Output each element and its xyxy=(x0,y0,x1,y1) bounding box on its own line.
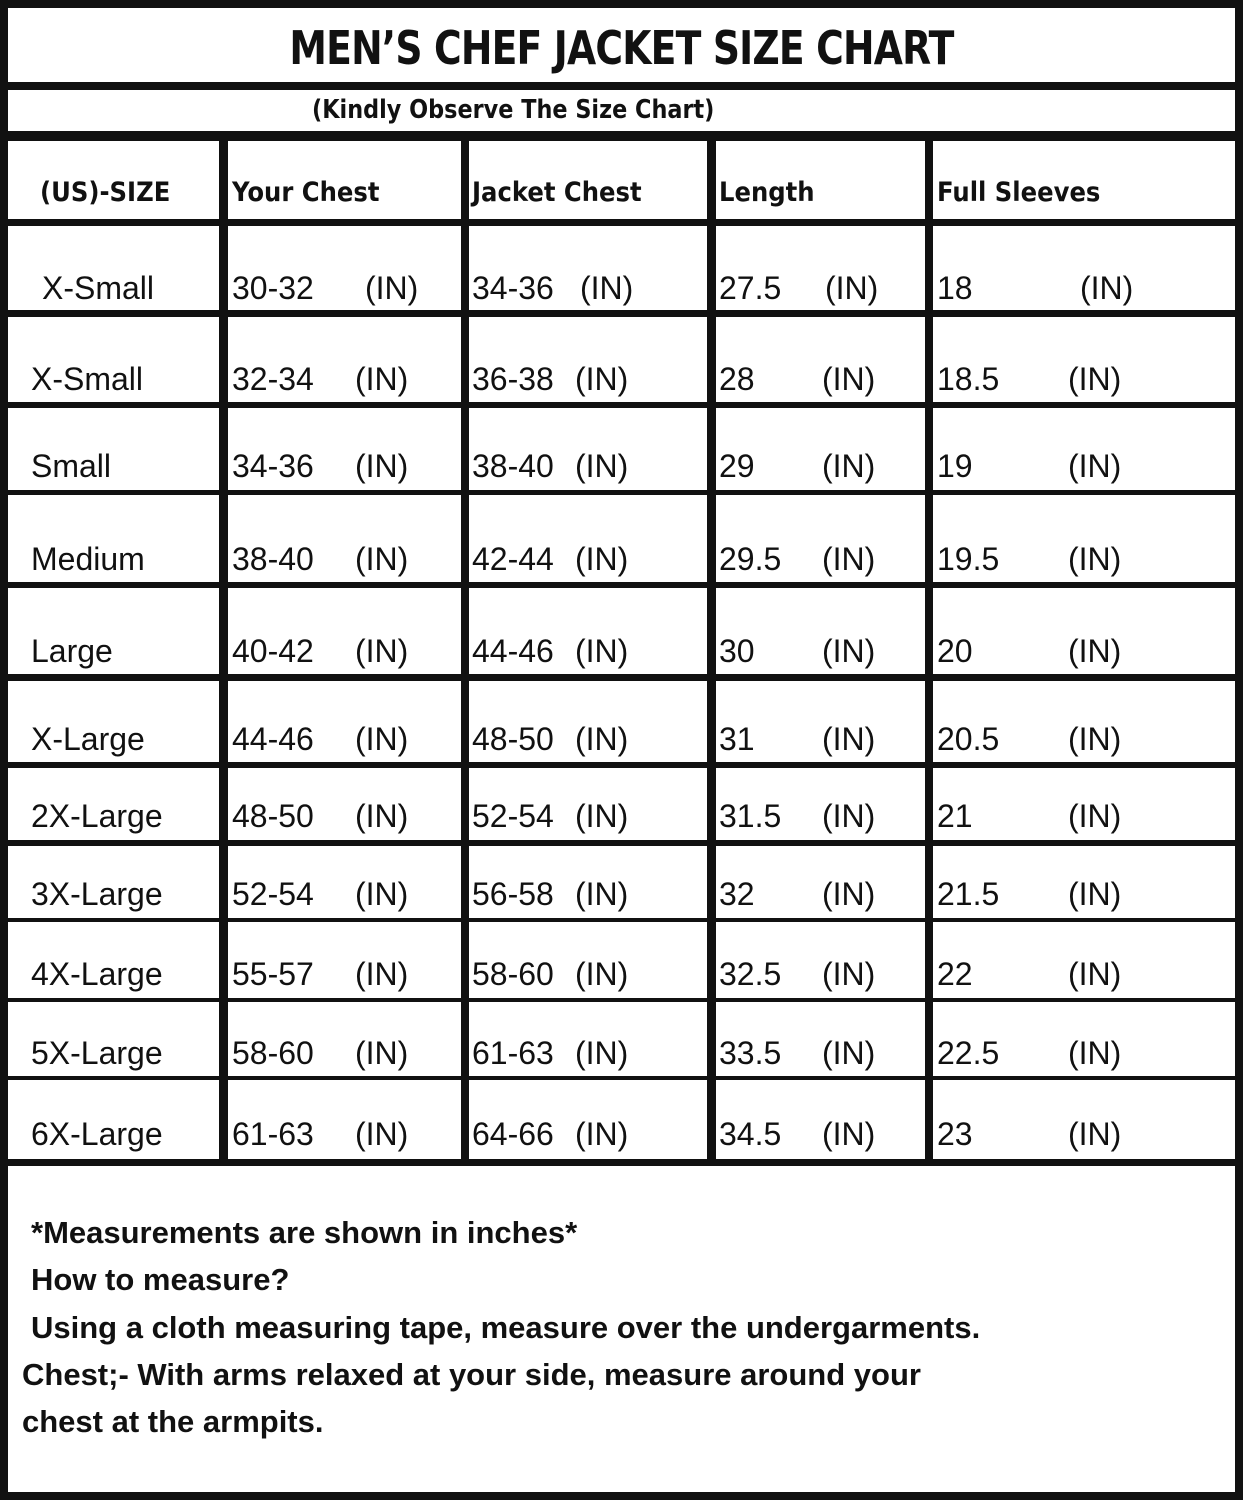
length-value: 33.5 xyxy=(719,1035,782,1071)
header-full-sleeves: Full Sleeves xyxy=(937,177,1101,208)
jacket-chest-value: 48-50 xyxy=(472,721,554,757)
length-value: 29.5 xyxy=(719,541,782,577)
unit-label: (IN) xyxy=(355,361,409,397)
your-chest-value: 48-50 xyxy=(232,798,314,834)
row-divider xyxy=(0,402,1243,408)
unit-label: (IN) xyxy=(1068,1116,1122,1152)
your-chest-value: 40-42 xyxy=(232,633,314,669)
note-chest-1: Chest;- With arms relaxed at your side, measure around your xyxy=(22,1357,921,1392)
length-value: 28 xyxy=(719,361,755,397)
sleeves-value: 23 xyxy=(937,1116,973,1152)
jacket-chest-value: 61-63 xyxy=(472,1035,554,1071)
header-length: Length xyxy=(719,177,815,208)
row-divider xyxy=(0,310,1243,317)
jacket-chest-value: 34-36 xyxy=(472,270,554,306)
row-divider xyxy=(0,918,1243,922)
size-label: X-Large xyxy=(31,721,145,757)
unit-label: (IN) xyxy=(1068,798,1122,834)
size-label: 4X-Large xyxy=(31,956,163,992)
chart-title: MEN’S CHEF JACKET SIZE CHART xyxy=(289,21,954,75)
unit-label: (IN) xyxy=(822,541,876,577)
unit-label: (IN) xyxy=(1068,541,1122,577)
sleeves-value: 20.5 xyxy=(937,721,1000,757)
your-chest-value: 52-54 xyxy=(232,876,314,912)
row-divider xyxy=(0,582,1243,588)
unit-label: (IN) xyxy=(355,956,409,992)
row-divider xyxy=(0,1159,1243,1166)
sleeves-value: 21.5 xyxy=(937,876,1000,912)
unit-label: (IN) xyxy=(1068,956,1122,992)
sleeves-value: 20 xyxy=(937,633,973,669)
unit-label: (IN) xyxy=(825,270,879,306)
jacket-chest-value: 58-60 xyxy=(472,956,554,992)
size-label: 6X-Large xyxy=(31,1116,163,1152)
sleeves-value: 19 xyxy=(937,448,973,484)
header-size: (US)-SIZE xyxy=(40,177,171,208)
unit-label: (IN) xyxy=(1080,270,1134,306)
jacket-chest-value: 56-58 xyxy=(472,876,554,912)
length-value: 31.5 xyxy=(719,798,782,834)
unit-label: (IN) xyxy=(822,956,876,992)
your-chest-value: 44-46 xyxy=(232,721,314,757)
unit-label: (IN) xyxy=(822,448,876,484)
note-tape: Using a cloth measuring tape, measure over the undergarments. xyxy=(31,1310,981,1345)
unit-label: (IN) xyxy=(822,1035,876,1071)
length-value: 34.5 xyxy=(719,1116,782,1152)
unit-label: (IN) xyxy=(1068,1035,1122,1071)
size-label: Medium xyxy=(31,541,145,577)
size-label: 2X-Large xyxy=(31,798,163,834)
jacket-chest-value: 38-40 xyxy=(472,448,554,484)
size-label: X-Small xyxy=(31,361,144,397)
unit-label: (IN) xyxy=(355,541,409,577)
sleeves-value: 22 xyxy=(937,956,973,992)
column-divider xyxy=(925,141,933,1166)
length-value: 32 xyxy=(719,876,755,912)
unit-label: (IN) xyxy=(1068,721,1122,757)
jacket-chest-value: 64-66 xyxy=(472,1116,554,1152)
unit-label: (IN) xyxy=(822,876,876,912)
unit-label: (IN) xyxy=(575,541,629,577)
unit-label: (IN) xyxy=(575,721,629,757)
length-value: 32.5 xyxy=(719,956,782,992)
unit-label: (IN) xyxy=(580,270,634,306)
sleeves-value: 21 xyxy=(937,798,973,834)
jacket-chest-value: 42-44 xyxy=(472,541,554,577)
row-divider xyxy=(0,998,1243,1002)
size-label: Small xyxy=(31,448,112,484)
unit-label: (IN) xyxy=(822,1116,876,1152)
unit-label: (IN) xyxy=(355,448,409,484)
sleeves-value: 18 xyxy=(937,270,973,306)
your-chest-value: 32-34 xyxy=(232,361,314,397)
length-value: 30 xyxy=(719,633,755,669)
your-chest-value: 61-63 xyxy=(232,1116,314,1152)
size-label: Large xyxy=(31,633,113,669)
unit-label: (IN) xyxy=(1068,876,1122,912)
unit-label: (IN) xyxy=(355,633,409,669)
header-jacket-chest: Jacket Chest xyxy=(472,177,642,208)
chart-subtitle: (Kindly Observe The Size Chart) xyxy=(312,95,715,125)
sleeves-value: 19.5 xyxy=(937,541,1000,577)
sleeves-value: 18.5 xyxy=(937,361,1000,397)
note-how-to: How to measure? xyxy=(31,1262,290,1297)
unit-label: (IN) xyxy=(822,633,876,669)
column-divider xyxy=(461,141,469,1166)
row-divider xyxy=(0,1076,1243,1080)
your-chest-value: 34-36 xyxy=(232,448,314,484)
unit-label: (IN) xyxy=(575,876,629,912)
unit-label: (IN) xyxy=(1068,361,1122,397)
column-divider xyxy=(707,141,716,1166)
unit-label: (IN) xyxy=(822,361,876,397)
unit-label: (IN) xyxy=(355,876,409,912)
unit-label: (IN) xyxy=(822,798,876,834)
size-label: X-Small xyxy=(42,270,155,306)
unit-label: (IN) xyxy=(575,448,629,484)
your-chest-value: 38-40 xyxy=(232,541,314,577)
size-label: 5X-Large xyxy=(31,1035,163,1071)
length-value: 27.5 xyxy=(719,270,782,306)
your-chest-value: 58-60 xyxy=(232,1035,314,1071)
row-divider xyxy=(0,762,1243,768)
unit-label: (IN) xyxy=(575,1035,629,1071)
your-chest-value: 55-57 xyxy=(232,956,314,992)
unit-label: (IN) xyxy=(575,956,629,992)
unit-label: (IN) xyxy=(1068,633,1122,669)
note-units: *Measurements are shown in inches* xyxy=(31,1215,578,1250)
unit-label: (IN) xyxy=(575,798,629,834)
jacket-chest-value: 36-38 xyxy=(472,361,554,397)
row-divider xyxy=(0,490,1243,495)
unit-label: (IN) xyxy=(822,721,876,757)
jacket-chest-value: 44-46 xyxy=(472,633,554,669)
size-label: 3X-Large xyxy=(31,876,163,912)
length-value: 31 xyxy=(719,721,755,757)
your-chest-value: 30-32 xyxy=(232,270,314,306)
header-your-chest: Your Chest xyxy=(232,177,380,208)
sleeves-value: 22.5 xyxy=(937,1035,1000,1071)
unit-label: (IN) xyxy=(355,798,409,834)
unit-label: (IN) xyxy=(365,270,419,306)
unit-label: (IN) xyxy=(1068,448,1122,484)
note-chest-2: chest at the armpits. xyxy=(22,1404,324,1439)
unit-label: (IN) xyxy=(575,1116,629,1152)
unit-label: (IN) xyxy=(355,1035,409,1071)
rule-under-subtitle xyxy=(0,131,1243,141)
column-divider xyxy=(219,141,228,1166)
row-divider xyxy=(0,674,1243,681)
unit-label: (IN) xyxy=(355,721,409,757)
unit-label: (IN) xyxy=(575,633,629,669)
row-divider xyxy=(0,840,1243,846)
length-value: 29 xyxy=(719,448,755,484)
unit-label: (IN) xyxy=(355,1116,409,1152)
jacket-chest-value: 52-54 xyxy=(472,798,554,834)
unit-label: (IN) xyxy=(575,361,629,397)
